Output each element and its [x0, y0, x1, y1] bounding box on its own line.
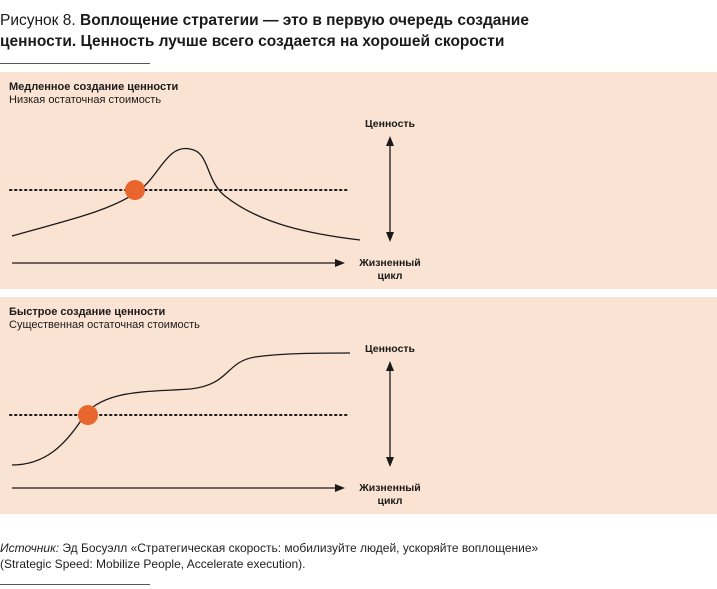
value-marker [125, 180, 145, 200]
value-axis-arrowhead-up [386, 136, 394, 146]
figure-title [0, 10, 600, 52]
figure-label: Рисунок 8. [0, 12, 76, 29]
source-note [0, 540, 560, 572]
value-axis-arrowhead-up [386, 361, 394, 371]
value-axis-arrowhead-down [386, 457, 394, 467]
lifecycle-axis-arrowhead [335, 259, 345, 267]
value-curve [12, 148, 360, 240]
fast-value-panel [0, 297, 717, 514]
source-label: Источник: [0, 541, 60, 555]
slow-value-panel [0, 72, 717, 289]
value-axis-arrowhead-down [386, 232, 394, 242]
panel-title: Медленное создание ценности [9, 81, 179, 93]
bottom-divider [0, 584, 150, 585]
top-divider [0, 63, 150, 64]
lifecycle-axis-label: Жизненный цикл [359, 482, 421, 507]
lifecycle-axis-label: Жизненный цикл [359, 257, 421, 282]
value-axis-label: Ценность [364, 118, 416, 130]
value-axis-label: Ценность [364, 343, 416, 355]
value-marker [78, 405, 98, 425]
panel-title: Быстрое создание ценности [9, 306, 166, 318]
panel-subtitle: Низкая остаточная стоимость [9, 94, 162, 106]
source-text: Эд Босуэлл «Стратегическая скорость: мобилизуйте людей, ускоряйте воплощение» (Strategic Speed: Mobilize People, Accelerate execution). [0, 541, 539, 571]
figure-heading: Воплощение стратегии — это в первую очередь создание ценности. Ценность лучше всего создается на хорошей скорости [0, 12, 529, 50]
lifecycle-axis-arrowhead [335, 484, 345, 492]
panel-subtitle: Существенная остаточная стоимость [9, 319, 200, 331]
value-curve [12, 353, 350, 465]
